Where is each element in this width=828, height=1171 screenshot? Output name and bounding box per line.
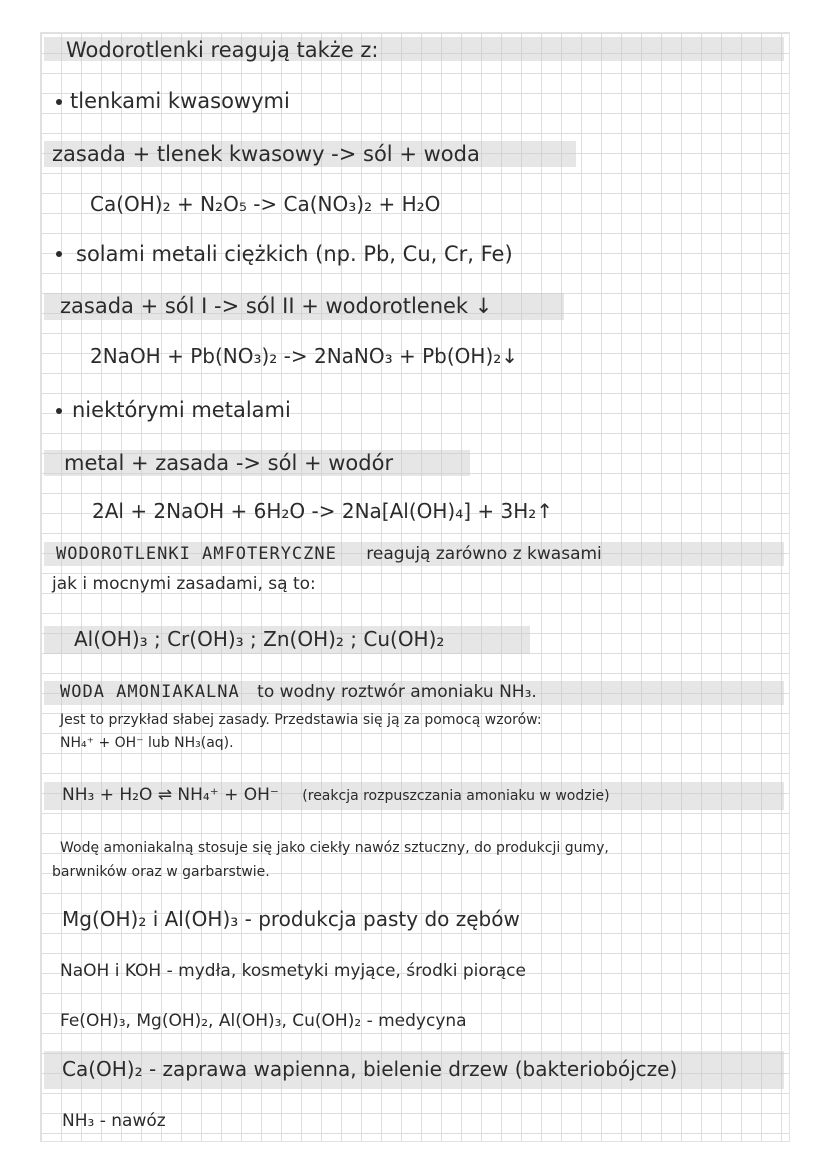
application-2: NaOH i KOH - mydła, kosmetyki myjące, środki piorące	[60, 961, 526, 981]
application-1: Mg(OH)₂ i Al(OH)₃ - produkcja pasty do zębów	[62, 907, 520, 931]
amoniakalna-line-2: Jest to przykład słabej zasady. Przedstawia się ją za pomocą wzorów:	[60, 712, 542, 728]
amfoteryczne-line-2: jak i mocnymi zasadami, są to:	[52, 574, 316, 594]
intro-text: Wodorotlenki reagują także z:	[66, 38, 379, 62]
uses-line-1: Wodę amoniakalną stosuje się jako ciekły nawóz sztuczny, do produkcji gumy,	[60, 840, 609, 856]
amoniakalna-line-3: NH₄⁺ + OH⁻ lub NH₃(aq).	[60, 735, 234, 751]
bullet-1	[56, 99, 62, 105]
bullet-text-2: solami metali ciężkich (np. Pb, Cu, Cr, Fe)	[76, 242, 513, 266]
amoniakalna-equation: NH₃ + H₂O ⇌ NH₄⁺ + OH⁻	[62, 785, 279, 805]
amoniakalna-line-1	[60, 683, 537, 703]
application-4: Ca(OH)₂ - zaprawa wapienna, bielenie drzew (bakteriobójcze)	[62, 1057, 678, 1081]
bullet-3	[56, 408, 62, 414]
amoniakalna-heading: WODA AMONIAKALNA	[60, 682, 240, 702]
amoniakalna-equation-note: (reakcja rozpuszczania amoniaku w wodzie)	[302, 788, 610, 804]
amfoteryczne-desc: reagują zarówno z kwasami	[366, 544, 602, 564]
rule-2: zasada + sól I -> sól II + wodorotlenek ↓	[60, 294, 493, 318]
application-5: NH₃ - nawóz	[62, 1111, 166, 1131]
amoniakalna-desc: to wodny roztwór amoniaku NH₃.	[257, 682, 537, 702]
bullet-text-1: tlenkami kwasowymi	[70, 89, 290, 113]
bullet-2	[56, 251, 62, 257]
rule-3: metal + zasada -> sól + wodór	[64, 451, 394, 475]
uses-line-2: barwników oraz w garbarstwie.	[52, 864, 270, 880]
amfoteryczne-list: Al(OH)₃ ; Cr(OH)₃ ; Zn(OH)₂ ; Cu(OH)₂	[74, 627, 445, 651]
amoniakalna-equation-line	[62, 786, 610, 806]
amfoteryczne-heading: WODOROTLENKI AMFOTERYCZNE	[56, 544, 337, 564]
equation-1: Ca(OH)₂ + N₂O₅ -> Ca(NO₃)₂ + H₂O	[90, 192, 441, 216]
rule-1: zasada + tlenek kwasowy -> sól + woda	[52, 142, 480, 166]
equation-3: 2Al + 2NaOH + 6H₂O -> 2Na[Al(OH)₄] + 3H₂↑	[92, 499, 554, 523]
bullet-text-3: niektórymi metalami	[72, 398, 291, 422]
equation-2: 2NaOH + Pb(NO₃)₂ -> 2NaNO₃ + Pb(OH)₂↓	[90, 344, 519, 368]
amfoteryczne-line-1	[56, 545, 602, 565]
application-3: Fe(OH)₃, Mg(OH)₂, Al(OH)₃, Cu(OH)₂ - medycyna	[60, 1011, 467, 1031]
